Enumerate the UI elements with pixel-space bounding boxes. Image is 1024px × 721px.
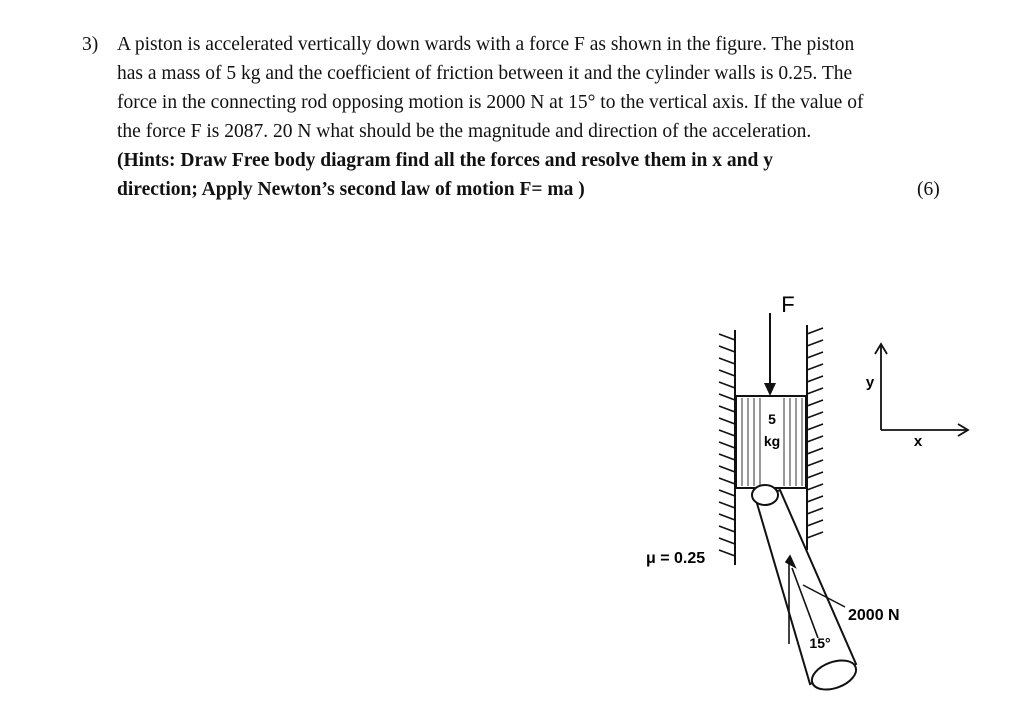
rod-force-label: 2000 N — [848, 607, 900, 624]
question-line: force in the connecting rod opposing motion is 2000 N at 15° to the vertical axis. If the value of — [117, 92, 864, 113]
force-f-label: F — [781, 292, 795, 317]
axis-y-label: y — [865, 374, 875, 391]
question-number: 3) — [82, 34, 99, 55]
axis-x-label: x — [913, 433, 923, 450]
question-line: A piston is accelerated vertically down wards with a force F as shown in the figure. The piston — [117, 34, 855, 55]
friction-label: μ = 0.25 — [646, 550, 706, 567]
mass-value-label: 5 — [768, 411, 776, 427]
question-line: the force F is 2087. 20 N what should be the magnitude and direction of the acceleration. — [117, 121, 812, 142]
force-f-arrow-icon — [764, 313, 776, 396]
marks-label: (6) — [917, 179, 940, 200]
axes-icon — [875, 344, 968, 436]
right-cylinder-wall — [807, 325, 823, 550]
angle-label: 15° — [809, 635, 831, 651]
mass-unit-label: kg — [763, 433, 781, 449]
hint-line: (Hints: Draw Free body diagram find all the forces and resolve them in x and y — [117, 150, 773, 171]
question-line: has a mass of 5 kg and the coefficient of friction between it and the cylinder walls is 0.25. The — [117, 63, 853, 84]
hint-line: direction; Apply Newton’s second law of motion F= ma ) — [117, 179, 585, 200]
left-cylinder-wall — [719, 330, 735, 565]
